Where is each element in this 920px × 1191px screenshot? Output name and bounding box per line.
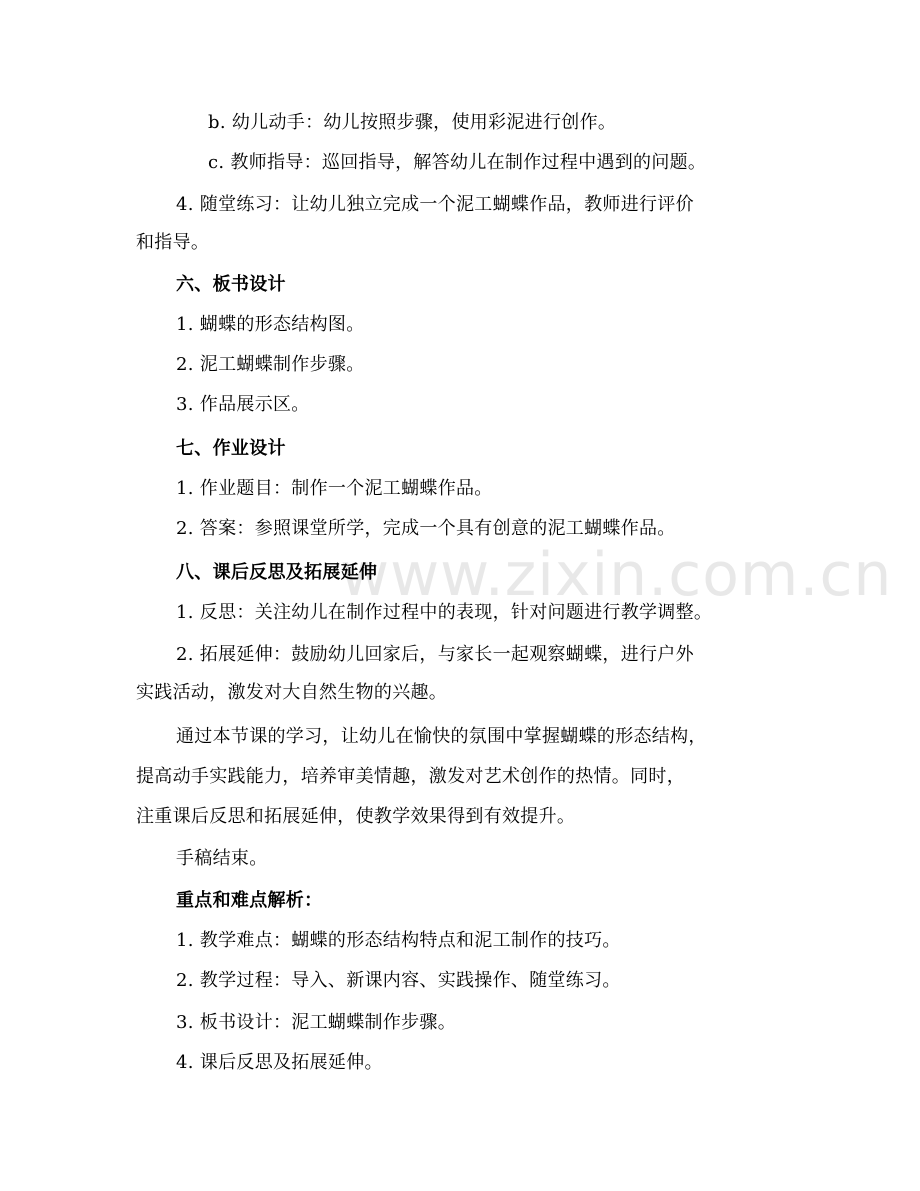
section-heading: 七、作业设计: [176, 438, 286, 459]
list-item: 3. 作品展示区。: [176, 394, 310, 415]
list-item: 2. 拓展延伸：鼓励幼儿回家后，与家长一起观察蝴蝶，进行户外: [176, 644, 694, 665]
section-heading: 重点和难点解析：: [176, 890, 323, 911]
paragraph-line: 提高动手实践能力，培养审美情趣，激发对艺术创作的热情。同时，: [136, 766, 685, 787]
list-item: 4. 课后反思及拓展延伸。: [176, 1052, 383, 1073]
paragraph-line: 通过本节课的学习，让幼儿在愉快的氛围中掌握蝴蝶的形态结构，: [176, 726, 707, 747]
section-heading: 六、板书设计: [176, 274, 286, 295]
list-item: 1. 教学难点：蝴蝶的形态结构特点和泥工制作的技巧。: [176, 930, 621, 951]
section-heading: 八、课后反思及拓展延伸: [176, 562, 378, 583]
paragraph-line: 注重课后反思和拓展延伸，使教学效果得到有效提升。: [136, 806, 576, 827]
paragraph-line: 实践活动，激发对大自然生物的兴趣。: [136, 682, 448, 703]
list-item: 2. 泥工蝴蝶制作步骤。: [176, 354, 365, 375]
list-item: 1. 反思：关注幼儿在制作过程中的表现，针对问题进行教学调整。: [176, 602, 713, 623]
list-item: 2. 教学过程：导入、新课内容、实践操作、随堂练习。: [176, 970, 621, 991]
paragraph-line: 手稿结束。: [176, 848, 268, 869]
list-item: 1. 作业题目：制作一个泥工蝴蝶作品。: [176, 478, 493, 499]
paragraph-line: 和指导。: [136, 232, 210, 253]
list-item: 1. 蝴蝶的形态结构图。: [176, 314, 365, 335]
watermark: www.zixin.com.cn: [340, 540, 893, 610]
paragraph-line: b. 幼儿动手：幼儿按照步骤，使用彩泥进行创作。: [208, 112, 617, 133]
paragraph-line: 4. 随堂练习：让幼儿独立完成一个泥工蝴蝶作品，教师进行评价: [176, 194, 694, 215]
list-item: 3. 板书设计：泥工蝴蝶制作步骤。: [176, 1012, 456, 1033]
list-item: 2. 答案：参照课堂所学，完成一个具有创意的泥工蝴蝶作品。: [176, 518, 676, 539]
paragraph-line: c. 教师指导：巡回指导，解答幼儿在制作过程中遇到的问题。: [208, 152, 707, 173]
